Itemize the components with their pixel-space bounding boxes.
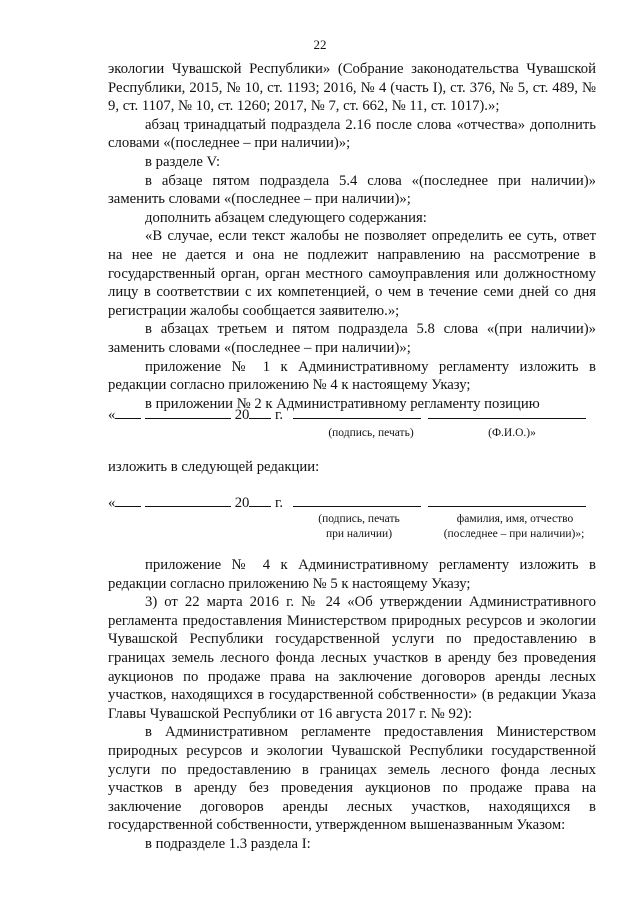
year-suffix: г. — [275, 495, 284, 511]
paragraph: в приложении № 2 к Административному регламенту позицию — [145, 395, 540, 412]
year-blank — [249, 404, 271, 419]
name-label-line-1: фамилия, имя, отчество — [456, 513, 574, 525]
signature-blank — [293, 404, 421, 419]
signature-label-line-2: при наличии) — [325, 528, 393, 540]
year-prefix: 20 — [234, 495, 250, 511]
signature-label: (подпись, печать) — [328, 427, 414, 439]
quote-open: « — [108, 495, 116, 511]
paragraph: абзац тринадцатый подраздела 2.16 после слова «отчества» дополнить словами «(последнее – при наличии)»; — [108, 116, 596, 152]
quote-open: « — [108, 407, 116, 423]
paragraph: в абзаце пятом подраздела 5.4 слова «(последнее при наличии)» заменить словами «(последнее – при наличии)»; — [108, 172, 596, 208]
paragraph: 3) от 22 марта 2016 г. № 24 «Об утверждении Административного регламента предоставления Министерством природных ресурсов и экологии Чувашской Республики государственной услуги по предоставлению в границах земель лесного фонда лесных участков в аренду без проведения аукционов по продаже права на заключение договоров аренды лесных участков, находящихся в государственной собственности» (в редакции Указа Главы Чувашской Республики от 16 августа 2017 г. № 92): — [108, 594, 596, 722]
text-block-bottom — [108, 556, 596, 854]
year-prefix: 20 — [234, 407, 250, 423]
name-label: (Ф.И.О.)» — [488, 427, 536, 439]
paragraph: приложение № 1 к Административному регламенту изложить в редакции согласно приложению № 4 к настоящему Указу; — [108, 358, 596, 394]
name-label-line-2: (последнее – при наличии)»; — [443, 528, 585, 540]
month-blank — [145, 404, 231, 419]
text-block-top — [108, 60, 596, 413]
paragraph: в Административном регламенте предоставления Министерством природных ресурсов и экологии Чувашской Республики государственной услуги по предоставлению в границах земель лесного фонда лесных участков в аренду без проведения аукционов по продаже права на заключение договоров аренды лесных участков, находящихся в государственной собственности, утвержденном вышеназванным Указом: — [108, 724, 596, 834]
paragraph: в подразделе 1.3 раздела I: — [145, 835, 311, 852]
paragraph: в абзацах третьем и пятом подраздела 5.8 слова «(при наличии)» заменить словами «(последнее – при наличии)»; — [108, 321, 596, 356]
paragraph: дополнить абзацем следующего содержания: — [145, 209, 427, 226]
signature-form-line-2 — [108, 492, 596, 512]
paragraph: «В случае, если текст жалобы не позволяет определить ее суть, ответ на нее не дается и она не подлежит направлению на рассмотрение в государственный орган, орган местного самоуправления или должностному лицу в соответствии с их компетенцией, о чем в течение семи дней со дня регистрации жалобы сообщается заявителю.»; — [108, 228, 596, 319]
paragraph: приложение № 4 к Административному регламенту изложить в редакции согласно приложению № 5 к настоящему Указу; — [108, 557, 596, 592]
paragraph: экологии Чувашской Республики» (Собрание законодательства Чувашской Республики, 2015, № 10, ст. 1193; 2016, № 4 (часть I), ст. 376, № 5, ст. 489, № 9, ст. 1107, № 10, ст. 1260; 2017, № 7, ст. 662, № 11, ст. 1017).»; — [108, 61, 596, 115]
paragraph: в разделе V: — [145, 153, 221, 170]
year-suffix: г. — [275, 407, 284, 423]
name-blank — [428, 492, 586, 507]
signature-label-line-1: (подпись, печать — [318, 513, 400, 525]
page-number: 22 — [313, 37, 327, 52]
year-blank — [249, 492, 271, 507]
replace-instruction: изложить в следующей редакции: — [108, 459, 320, 475]
signature-form-line-1 — [108, 404, 596, 424]
name-blank — [428, 404, 586, 419]
day-blank — [115, 492, 141, 507]
day-blank — [115, 404, 141, 419]
month-blank — [145, 492, 231, 507]
signature-blank — [293, 492, 421, 507]
